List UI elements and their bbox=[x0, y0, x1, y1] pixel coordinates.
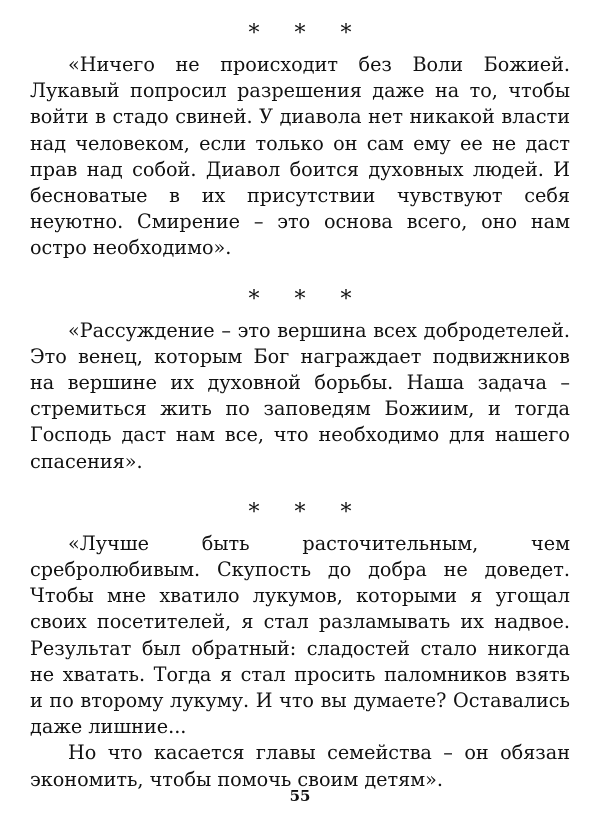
section-separator: * * * bbox=[248, 21, 366, 46]
page-number: 55 bbox=[289, 787, 311, 805]
paragraph: Но что касается главы семейства – он обязан экономить, чтобы помочь своим детям». bbox=[30, 741, 570, 791]
section-separator: * * * bbox=[248, 499, 366, 525]
paragraph: «Ничего не происходит без Воли Божией. Лукавый попросил разрешения даже на то, чтобы войти в стадо свиней. У диавола нет никакой власти над человеком, если только он сам ему ее не даст прав над собой. Диавол боится духовных людей. И бесноватые в их присутствии чувствуют себя неуютно. Смирение – это основа всего, оно нам остро необходимо». bbox=[30, 53, 570, 260]
page-body bbox=[30, 22, 570, 793]
paragraph: «Рассуждение – это вершина всех добродетелей. Это венец, которым Бог награждает подвижников на вершине их духовной борьбы. Наша задача – стремиться жить по заповедям Божиим, и тогда Господь даст нам все, что необходимо для нашего спасения». bbox=[30, 318, 570, 473]
section-separator: * * * bbox=[248, 286, 366, 312]
paragraph: «Лучше быть расточительным, чем сребролюбивым. Скупость до добра не доведет. Чтобы мне хватило лукумов, которыми я угощал своих посетителей, я стал разламывать их надвое. Результат был обратный: сладостей стало никогда не хватать. Тогда я стал просить паломников взять и по второму лукуму. И что вы думаете? Оставались даже лишние... bbox=[30, 531, 570, 739]
